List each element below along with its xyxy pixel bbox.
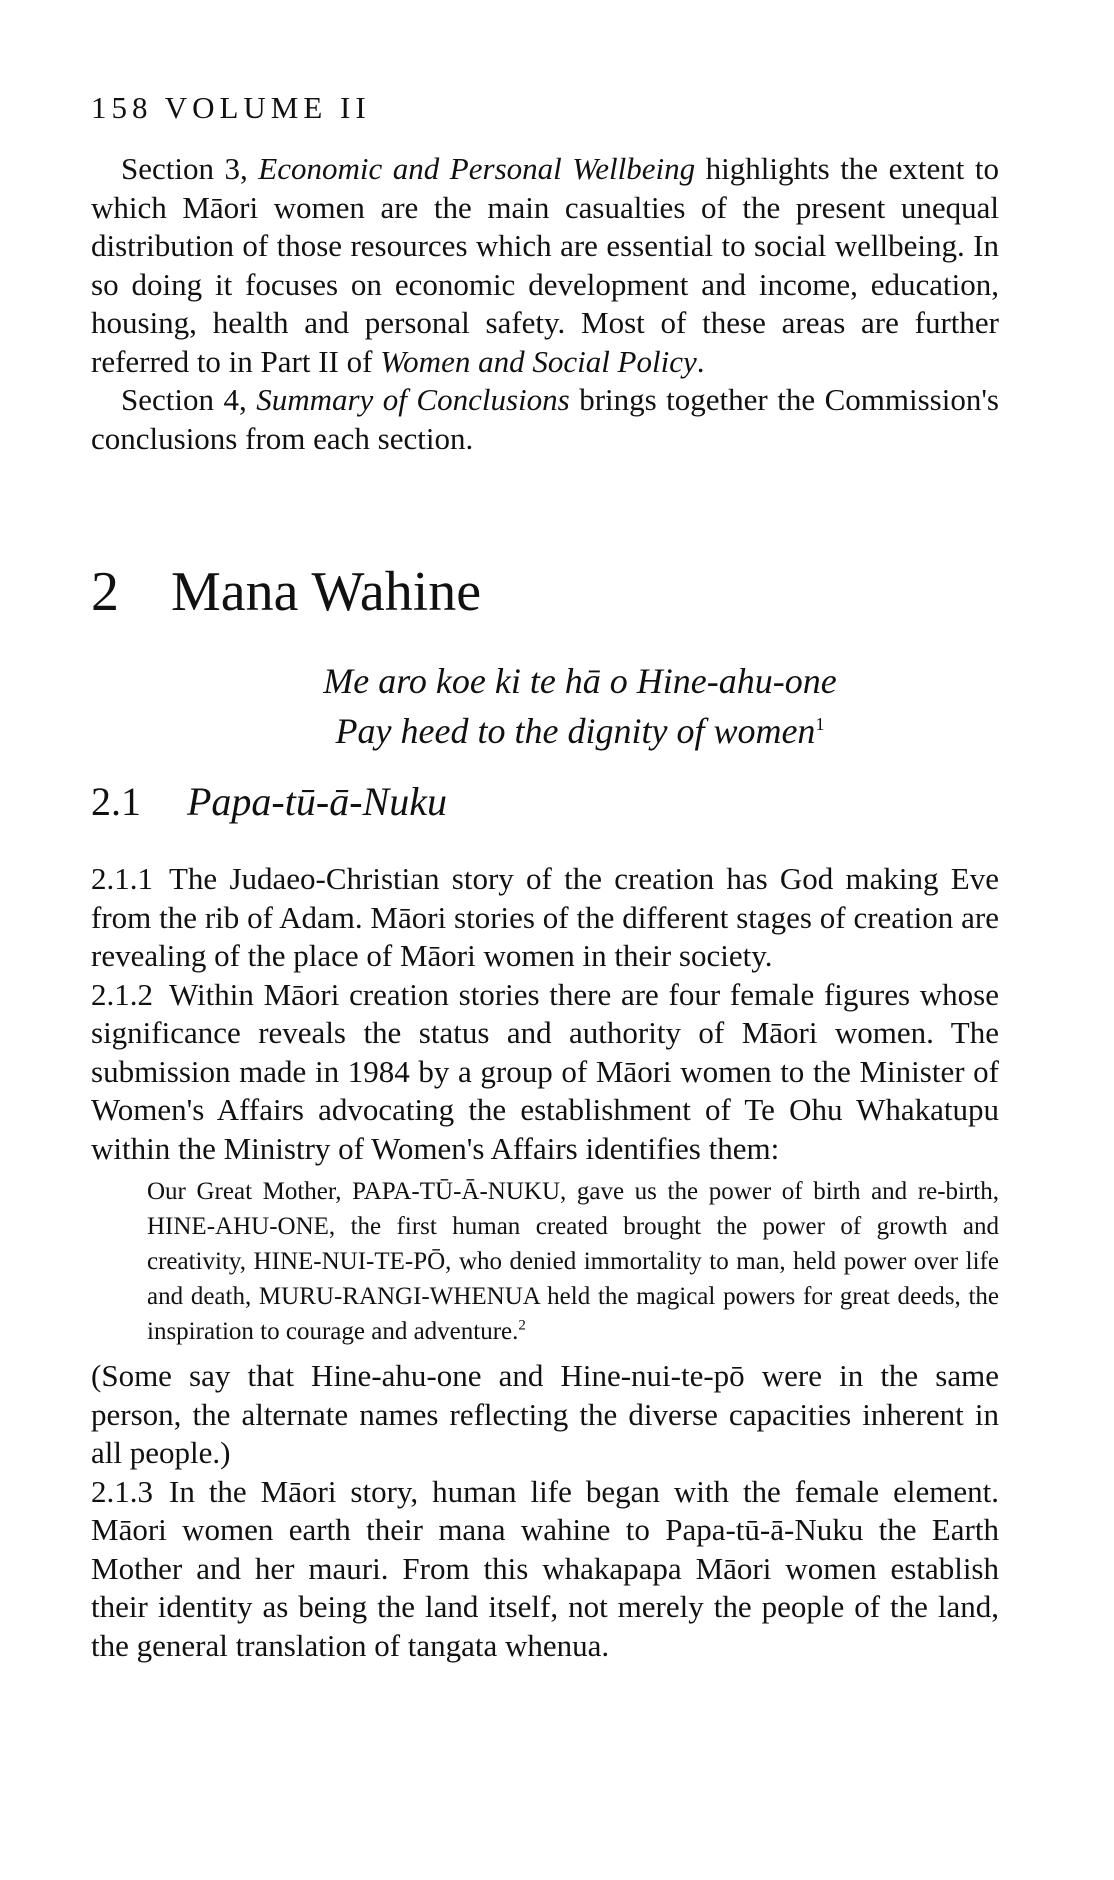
- paragraph-number: 2.1.3: [91, 1473, 153, 1509]
- section-number: 2.1: [91, 779, 141, 824]
- page-number: 158: [91, 90, 153, 125]
- chapter-heading: [91, 560, 481, 624]
- volume-label: VOLUME II: [164, 90, 371, 125]
- section-heading: [91, 778, 447, 825]
- section-body: [91, 860, 999, 1665]
- epigraph: [300, 656, 860, 756]
- paragraph-number: 2.1.2: [91, 976, 153, 1012]
- block-quote: Our Great Mother, PAPA-TŪ-Ā-NUKU, gave us the power of birth and re-birth, HINE-AHU-ONE, the first human created brought the power of growth and creativity, HINE-NUI-TE-PŌ, who denied immortality to man, held power over life and death, MURU-RANGI-WHENUA held the magical powers for great deeds, the inspiration to courage and adventure.$^2$: [147, 1178, 999, 1345]
- intro-paragraph-section-4: Section 4, Summary of Conclusions brings together the Commission's conclusions from each section.: [91, 382, 999, 456]
- intro-text: [91, 150, 999, 458]
- section-title: Papa-tū-ā-Nuku: [187, 779, 447, 824]
- paragraph-2-1-2: 2.1.2 Within Māori creation stories there are four female figures whose significance reveals the status and authority of Māori women. The submission made in 1984 by a group of Māori women to the Minister of Women's Affairs advocating the establishment of Te Ohu Whakatupu within the Ministry of Women's Affairs identifies them:: [91, 976, 999, 1166]
- chapter-number: 2: [91, 561, 119, 623]
- paragraph-2-1-1: 2.1.1 The Judaeo-Christian story of the creation has God making Eve from the rib of Adam. Māori stories of the different stages of creation are revealing of the place of Māori women in their society.: [91, 861, 999, 973]
- paragraph-number: 2.1.1: [91, 861, 153, 896]
- aside-paragraph: (Some say that Hine-ahu-one and Hine-nui-te-pō were in the same person, the alternate names reflecting the diverse capacities inherent in all people.): [91, 1358, 999, 1470]
- epigraph-english: Pay heed to the dignity of women$^1$: [335, 711, 825, 751]
- running-head: [91, 90, 371, 126]
- epigraph-maori: Me aro koe ki te hā o Hine-ahu-one: [323, 661, 837, 701]
- footnote-ref-1: 1: [815, 714, 825, 734]
- footnote-ref-2: 2: [518, 1317, 526, 1334]
- paragraph-2-1-3: 2.1.3 In the Māori story, human life began with the female element. Māori women earth their mana wahine to Papa-tū-ā-Nuku the Earth Mother and her mauri. From this whakapapa Māori women establish their identity as being the land itself, not merely the people of the land, the general translation of tangata whenua.: [91, 1473, 999, 1663]
- intro-paragraph-section-3: Section 3, Economic and Personal Wellbeing highlights the extent to which Māori women are the main casualties of the present unequal distribution of those resources which are essential to social wellbeing. In so doing it focuses on economic development and income, education, housing, health and personal safety. Most of these areas are further referred to in Part II of Women and Social Policy.: [91, 151, 999, 379]
- chapter-title: Mana Wahine: [171, 561, 482, 623]
